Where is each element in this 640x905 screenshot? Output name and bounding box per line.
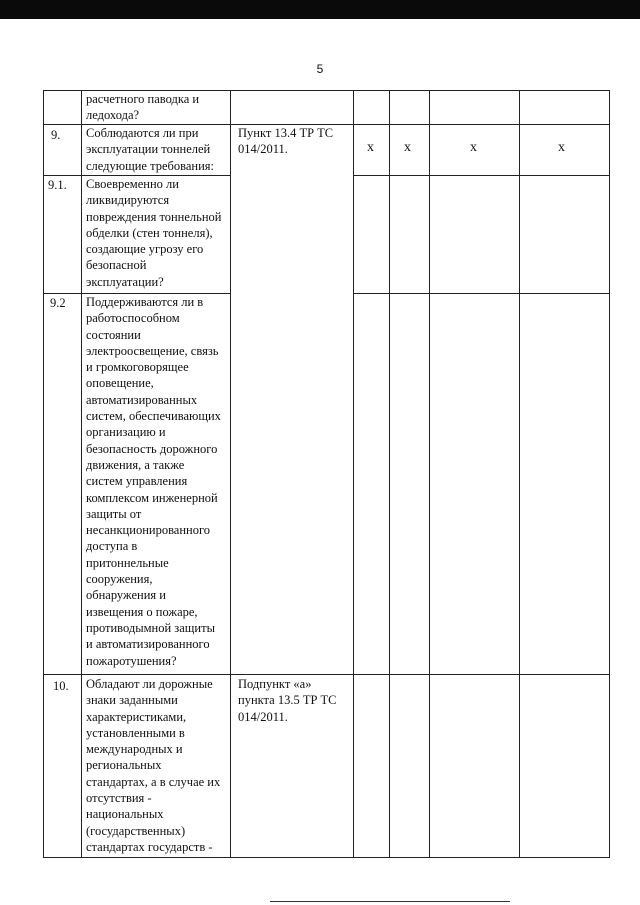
reference-cell (238, 676, 337, 725)
question-line: безопасность дорожного (86, 441, 218, 456)
question-line: доступа в (86, 539, 138, 554)
question-line: комплексом инженерной (86, 490, 218, 505)
question-line: извещения о пожаре, (86, 604, 198, 619)
question-line: национальных (86, 807, 164, 822)
question-line: и автоматизированного (86, 637, 210, 652)
question-line: эксплуатации тоннелей (86, 142, 211, 157)
page-number: 5 (316, 62, 324, 76)
table-rule (43, 857, 610, 858)
question-line: Обладают ли дорожные (86, 677, 213, 691)
question-line: (государственных) (86, 823, 186, 838)
question-cell (86, 294, 221, 669)
table-rule (43, 674, 610, 675)
question-line: установленными в (86, 725, 185, 740)
table-rule (353, 293, 610, 294)
question-line: движения, а также (86, 457, 185, 472)
question-line: Поддерживаются ли в (86, 295, 204, 309)
question-line: знаки заданными (86, 693, 178, 708)
reference-line: Пункт 13.4 ТР ТС (238, 126, 334, 140)
question-line: отсутствия - (86, 791, 152, 806)
table-rule (429, 90, 430, 858)
question-line: обделки (стен тоннеля), (86, 225, 213, 240)
question-line: автоматизированных (86, 392, 198, 407)
question-line: работоспособном (86, 311, 180, 326)
table-rule (609, 90, 610, 858)
reference-line: 014/2011. (238, 142, 288, 157)
table-rule (353, 90, 354, 858)
cross-mark: x (404, 140, 411, 155)
scan-top-border (0, 0, 640, 19)
question-line: безопасной (86, 258, 147, 273)
table-rule (43, 90, 44, 858)
cross-mark: x (470, 140, 477, 155)
question-line: стандартах, а в случае их (86, 774, 221, 789)
question-line: создающие угрозу его (86, 242, 204, 257)
question-line: Своевременно ли (86, 177, 179, 191)
question-line: расчетного паводка и (86, 92, 200, 106)
table-rule (230, 90, 231, 858)
question-line: противодымной защиты (86, 620, 215, 635)
table-rule (81, 90, 82, 858)
row-number: 9. (51, 128, 61, 142)
question-line: международных и (86, 742, 183, 757)
question-cell (86, 125, 214, 174)
row-number: 9.2 (50, 296, 66, 310)
question-line: сооружения, (86, 572, 153, 587)
reference-cell (238, 125, 333, 158)
question-line: организацию и (86, 425, 166, 440)
reference-line: 014/2011. (238, 709, 288, 724)
question-line: защиты от (86, 506, 142, 521)
question-line: ледохода? (86, 108, 140, 123)
question-line: обнаружения и (86, 588, 166, 603)
scan-bottom-edge (270, 901, 510, 902)
question-cell (86, 91, 199, 124)
question-line: эксплуатации? (86, 274, 164, 289)
question-line: электроосвещение, связь (86, 343, 219, 358)
row-number: 10. (53, 679, 69, 693)
question-line: систем, обеспечивающих (86, 409, 221, 424)
question-cell (86, 676, 220, 855)
reference-line: Подпункт «а» (238, 677, 312, 691)
table-rule (353, 175, 610, 176)
question-line: несанкционированного (86, 523, 211, 538)
question-line: региональных (86, 758, 162, 773)
question-line: пожаротушения? (86, 653, 177, 668)
question-line: характеристиками, (86, 709, 187, 724)
reference-line: пункта 13.5 ТР ТС (238, 693, 337, 708)
row-number: 9.1. (48, 178, 67, 192)
cross-mark: x (558, 140, 565, 155)
question-line: оповещение, (86, 376, 154, 391)
table-rule (389, 90, 390, 858)
table-rule (519, 90, 520, 858)
question-line: стандартах государств - (86, 839, 213, 854)
question-line: состоянии (86, 327, 141, 342)
cross-mark: x (367, 140, 374, 155)
question-line: притоннельные (86, 555, 169, 570)
question-line: систем управления (86, 474, 188, 489)
question-line: ликвидируются (86, 193, 170, 208)
question-line: и громкоговорящее (86, 360, 189, 375)
question-line: Соблюдаются ли при (86, 126, 199, 140)
question-line: следующие требования: (86, 158, 215, 173)
question-cell (86, 176, 221, 290)
question-line: повреждения тоннельной (86, 209, 222, 224)
